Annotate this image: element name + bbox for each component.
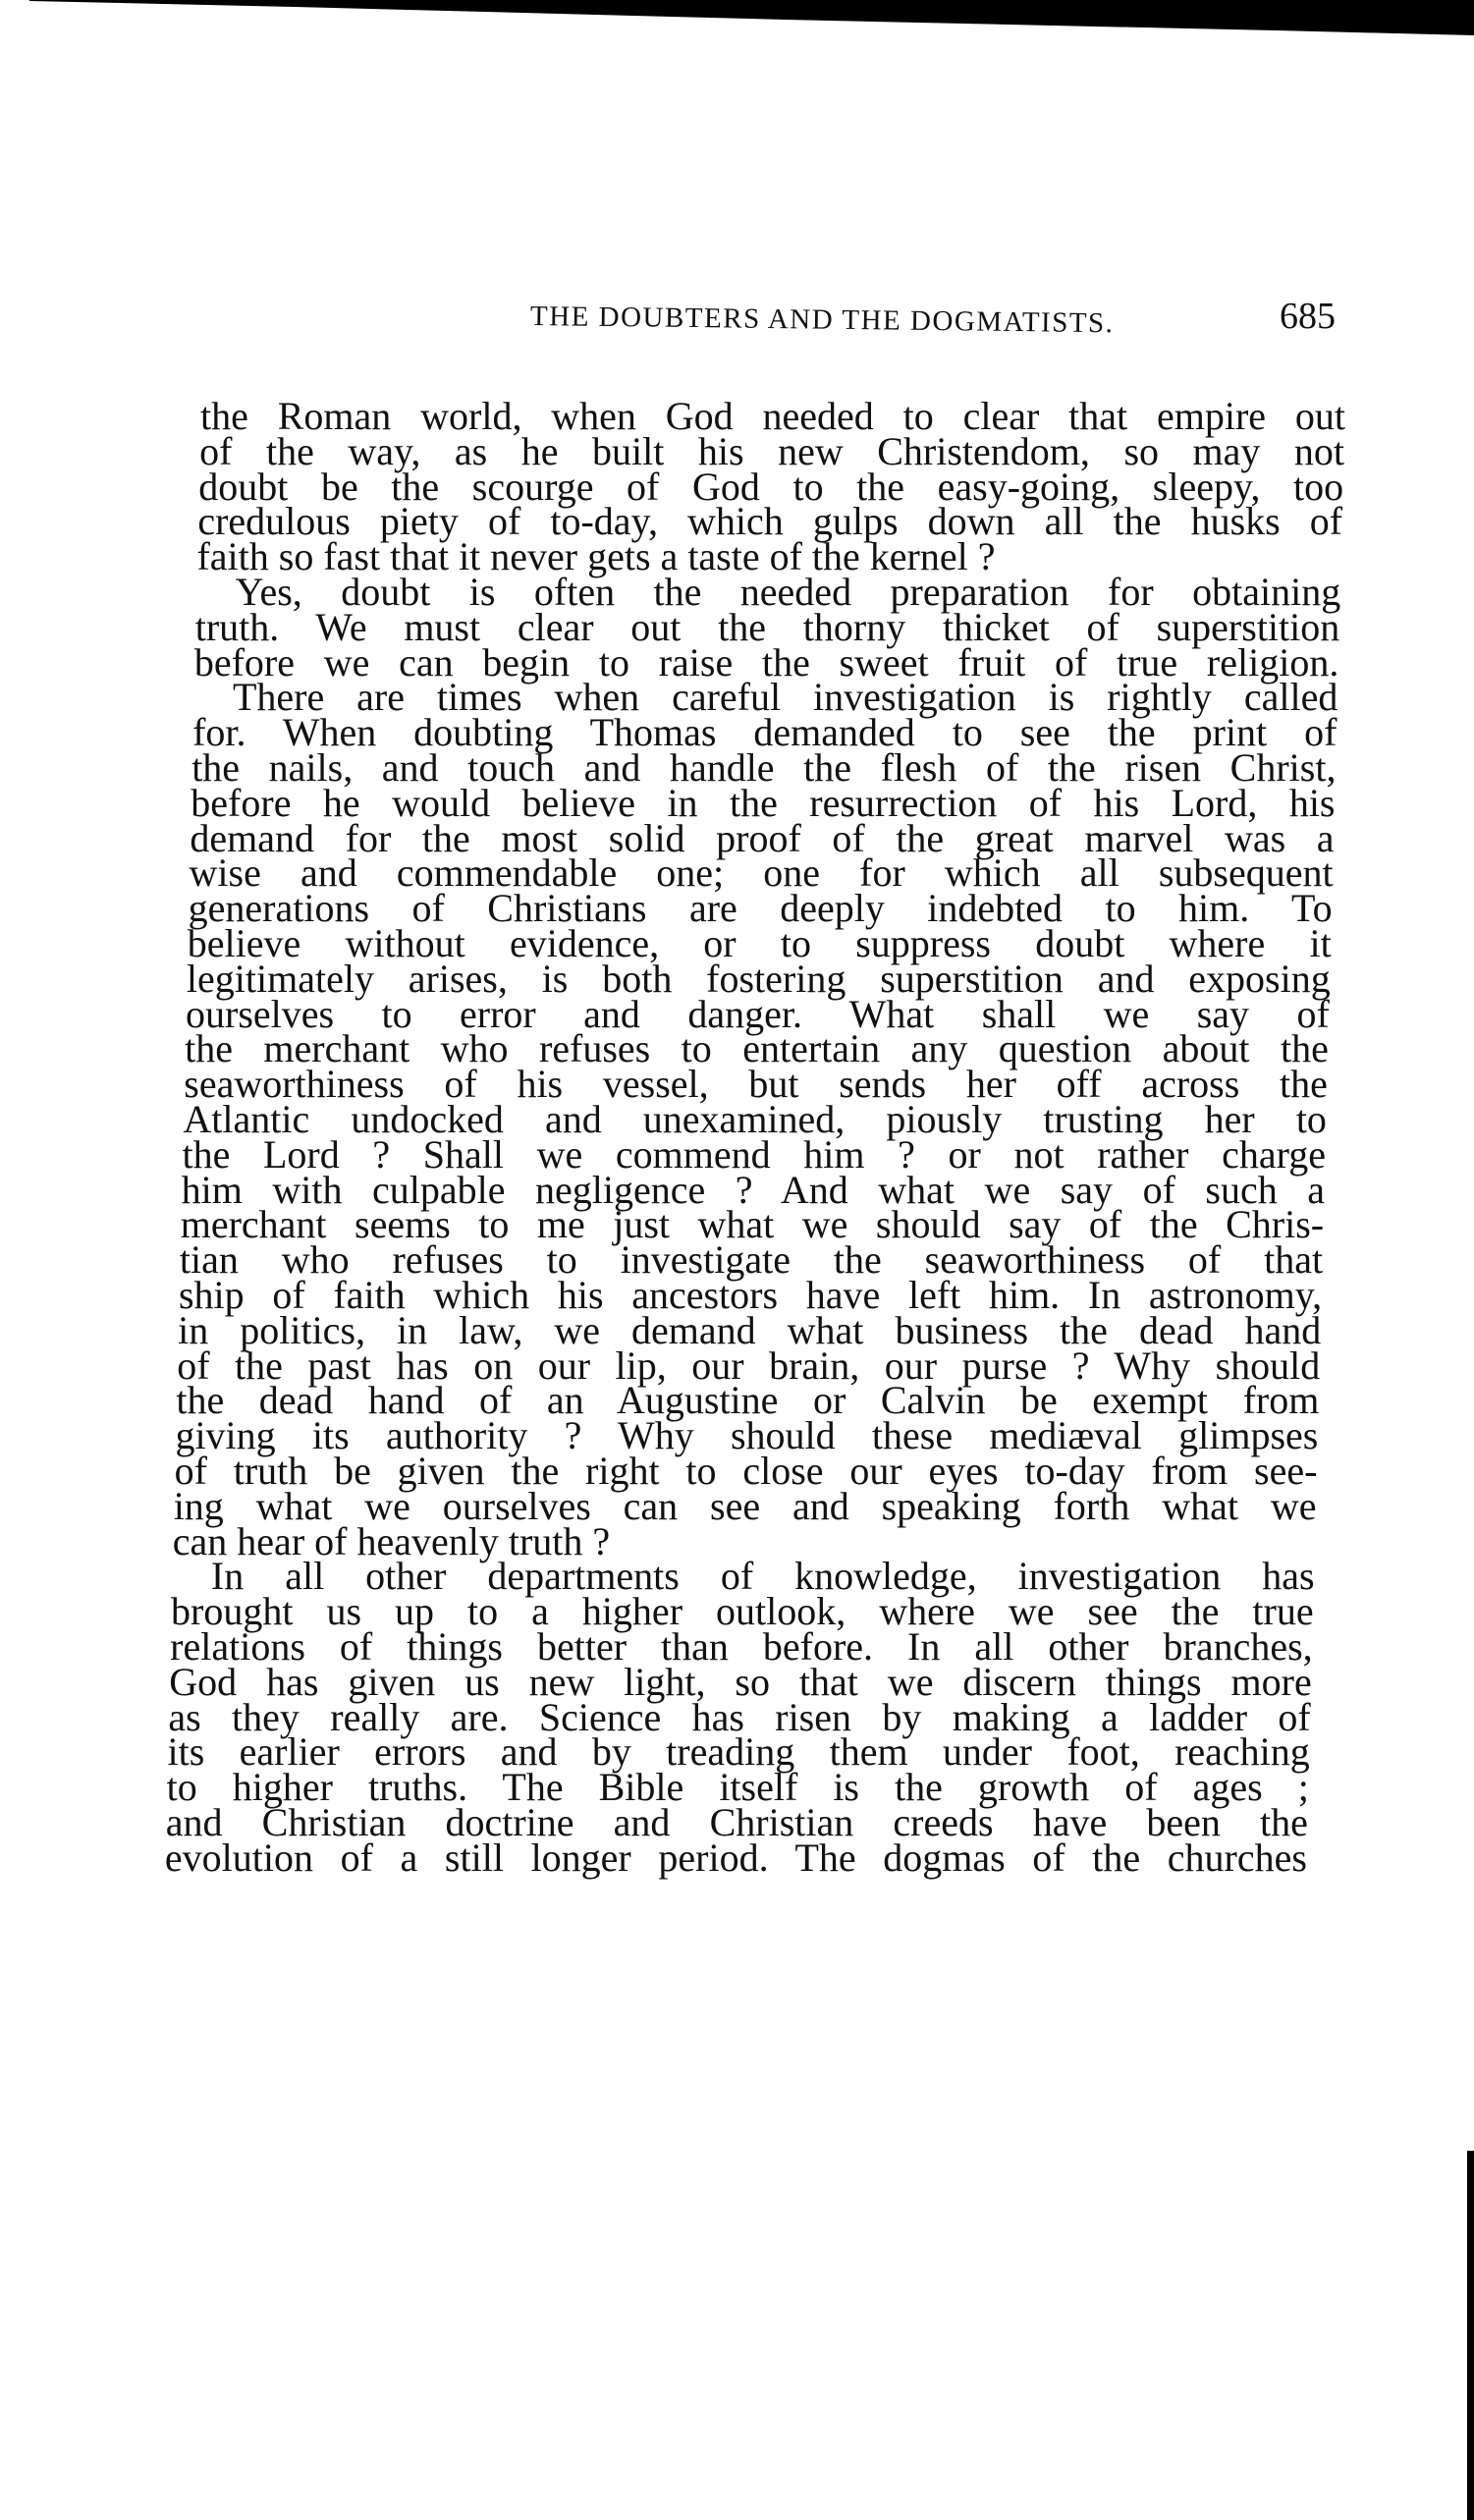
text-line: wise and commendable one; one for which all subsequent xyxy=(189,850,1334,896)
text-line: can hear of heavenly truth ? xyxy=(172,1518,611,1563)
text-line: seaworthiness of his vessel, but sends her off across the xyxy=(184,1062,1328,1107)
text-line: the dead hand of an Augustine or Calvin be exempt from xyxy=(176,1378,1320,1423)
text-line: There are times when careful investigation is rightly called xyxy=(232,675,1338,720)
text-line: for. When doubting Thomas demanded to see the print of xyxy=(192,710,1338,755)
text-line: demand for the most solid proof of the great marvel was a xyxy=(190,815,1335,860)
text-line: believe without evidence, or to suppress doubt where it xyxy=(187,921,1332,965)
text-line: credulous piety of to-day, which gulps down all the husks of xyxy=(197,499,1343,544)
text-line: ing what we ourselves can see and speaking forth what we xyxy=(173,1483,1317,1528)
text-line: ourselves to error and danger. What shall we say of xyxy=(186,991,1330,1036)
text-line: doubt be the scourge of God to the easy-going, sleepy, too xyxy=(198,464,1344,509)
text-line: brought us up to a higher outlook, where we see the true xyxy=(171,1589,1314,1634)
text-line: tian who refuses to investigate the seaworthiness of that xyxy=(179,1237,1324,1283)
scan-right-edge-shadow xyxy=(1467,2151,1474,2520)
text-line: him with culpable negligence ? And what we say of such a xyxy=(181,1167,1326,1212)
page-number: 685 xyxy=(1280,296,1336,337)
text-line: ship of faith which his ancestors have left him. In astronomy, xyxy=(178,1273,1323,1317)
text-line: giving its authority ? Why should these mediæval glimpses xyxy=(175,1413,1319,1458)
text-line: Yes, doubt is often the needed preparation for obtaining xyxy=(235,570,1341,614)
text-line: generations of Christians are deeply indebted to him. To xyxy=(188,886,1333,931)
text-line: of truth be given the right to close our eyes to-day from see- xyxy=(174,1449,1318,1493)
scan-top-edge-shadow xyxy=(0,0,1474,39)
text-line: the Roman world, when God needed to clear that empire out xyxy=(200,394,1345,438)
text-line: of the way, as he built his new Christendom, so may not xyxy=(199,428,1345,473)
text-line: God has given us new light, so that we discern things more xyxy=(169,1659,1312,1704)
running-title: THE DOUBTERS AND THE DOGMATISTS. xyxy=(529,301,1115,340)
text-line: and Christian doctrine and Christian creeds have been the xyxy=(165,1800,1308,1844)
text-line: In all other departments of knowledge, investigation has xyxy=(210,1554,1315,1599)
text-line: its earlier errors and by treading them under foot, reaching xyxy=(167,1729,1310,1775)
text-line: in politics, in law, we demand what business the dead hand xyxy=(178,1307,1322,1352)
text-line: truth. We must clear out the thorny thicket of superstition xyxy=(194,604,1340,649)
text-line: of the past has on our lip, our brain, our purse ? Why should xyxy=(177,1342,1321,1388)
text-line: merchant seems to me just what we should say of the Chris- xyxy=(180,1202,1325,1247)
text-line: the merchant who refuses to entertain any question about the xyxy=(185,1026,1329,1071)
text-line: relations of things better than before. In all other branches, xyxy=(170,1624,1313,1669)
text-line: Atlantic undocked and unexamined, piously trusting her to xyxy=(183,1097,1327,1141)
text-line: the Lord ? Shall we commend him ? or not rather charge xyxy=(182,1131,1326,1177)
text-line: before we can begin to raise the sweet fruit of true religion. xyxy=(193,639,1339,685)
text-line: evolution of a still longer period. The dogmas of the churches xyxy=(164,1835,1307,1880)
text-line: as they really are. Science has risen by making a ladder of xyxy=(168,1694,1311,1739)
text-line: legitimately arises, is both fostering superstition and exposing xyxy=(186,956,1331,1001)
text-line: before he would believe in the resurrection of his Lord, his xyxy=(191,780,1336,825)
text-line: faith so fast that it never gets a taste of the kernel ? xyxy=(196,534,996,579)
text-line: to higher truths. The Bible itself is the growth of ages ; xyxy=(166,1765,1309,1810)
text-line: the nails, and touch and handle the flesh of the risen Christ, xyxy=(191,745,1337,790)
